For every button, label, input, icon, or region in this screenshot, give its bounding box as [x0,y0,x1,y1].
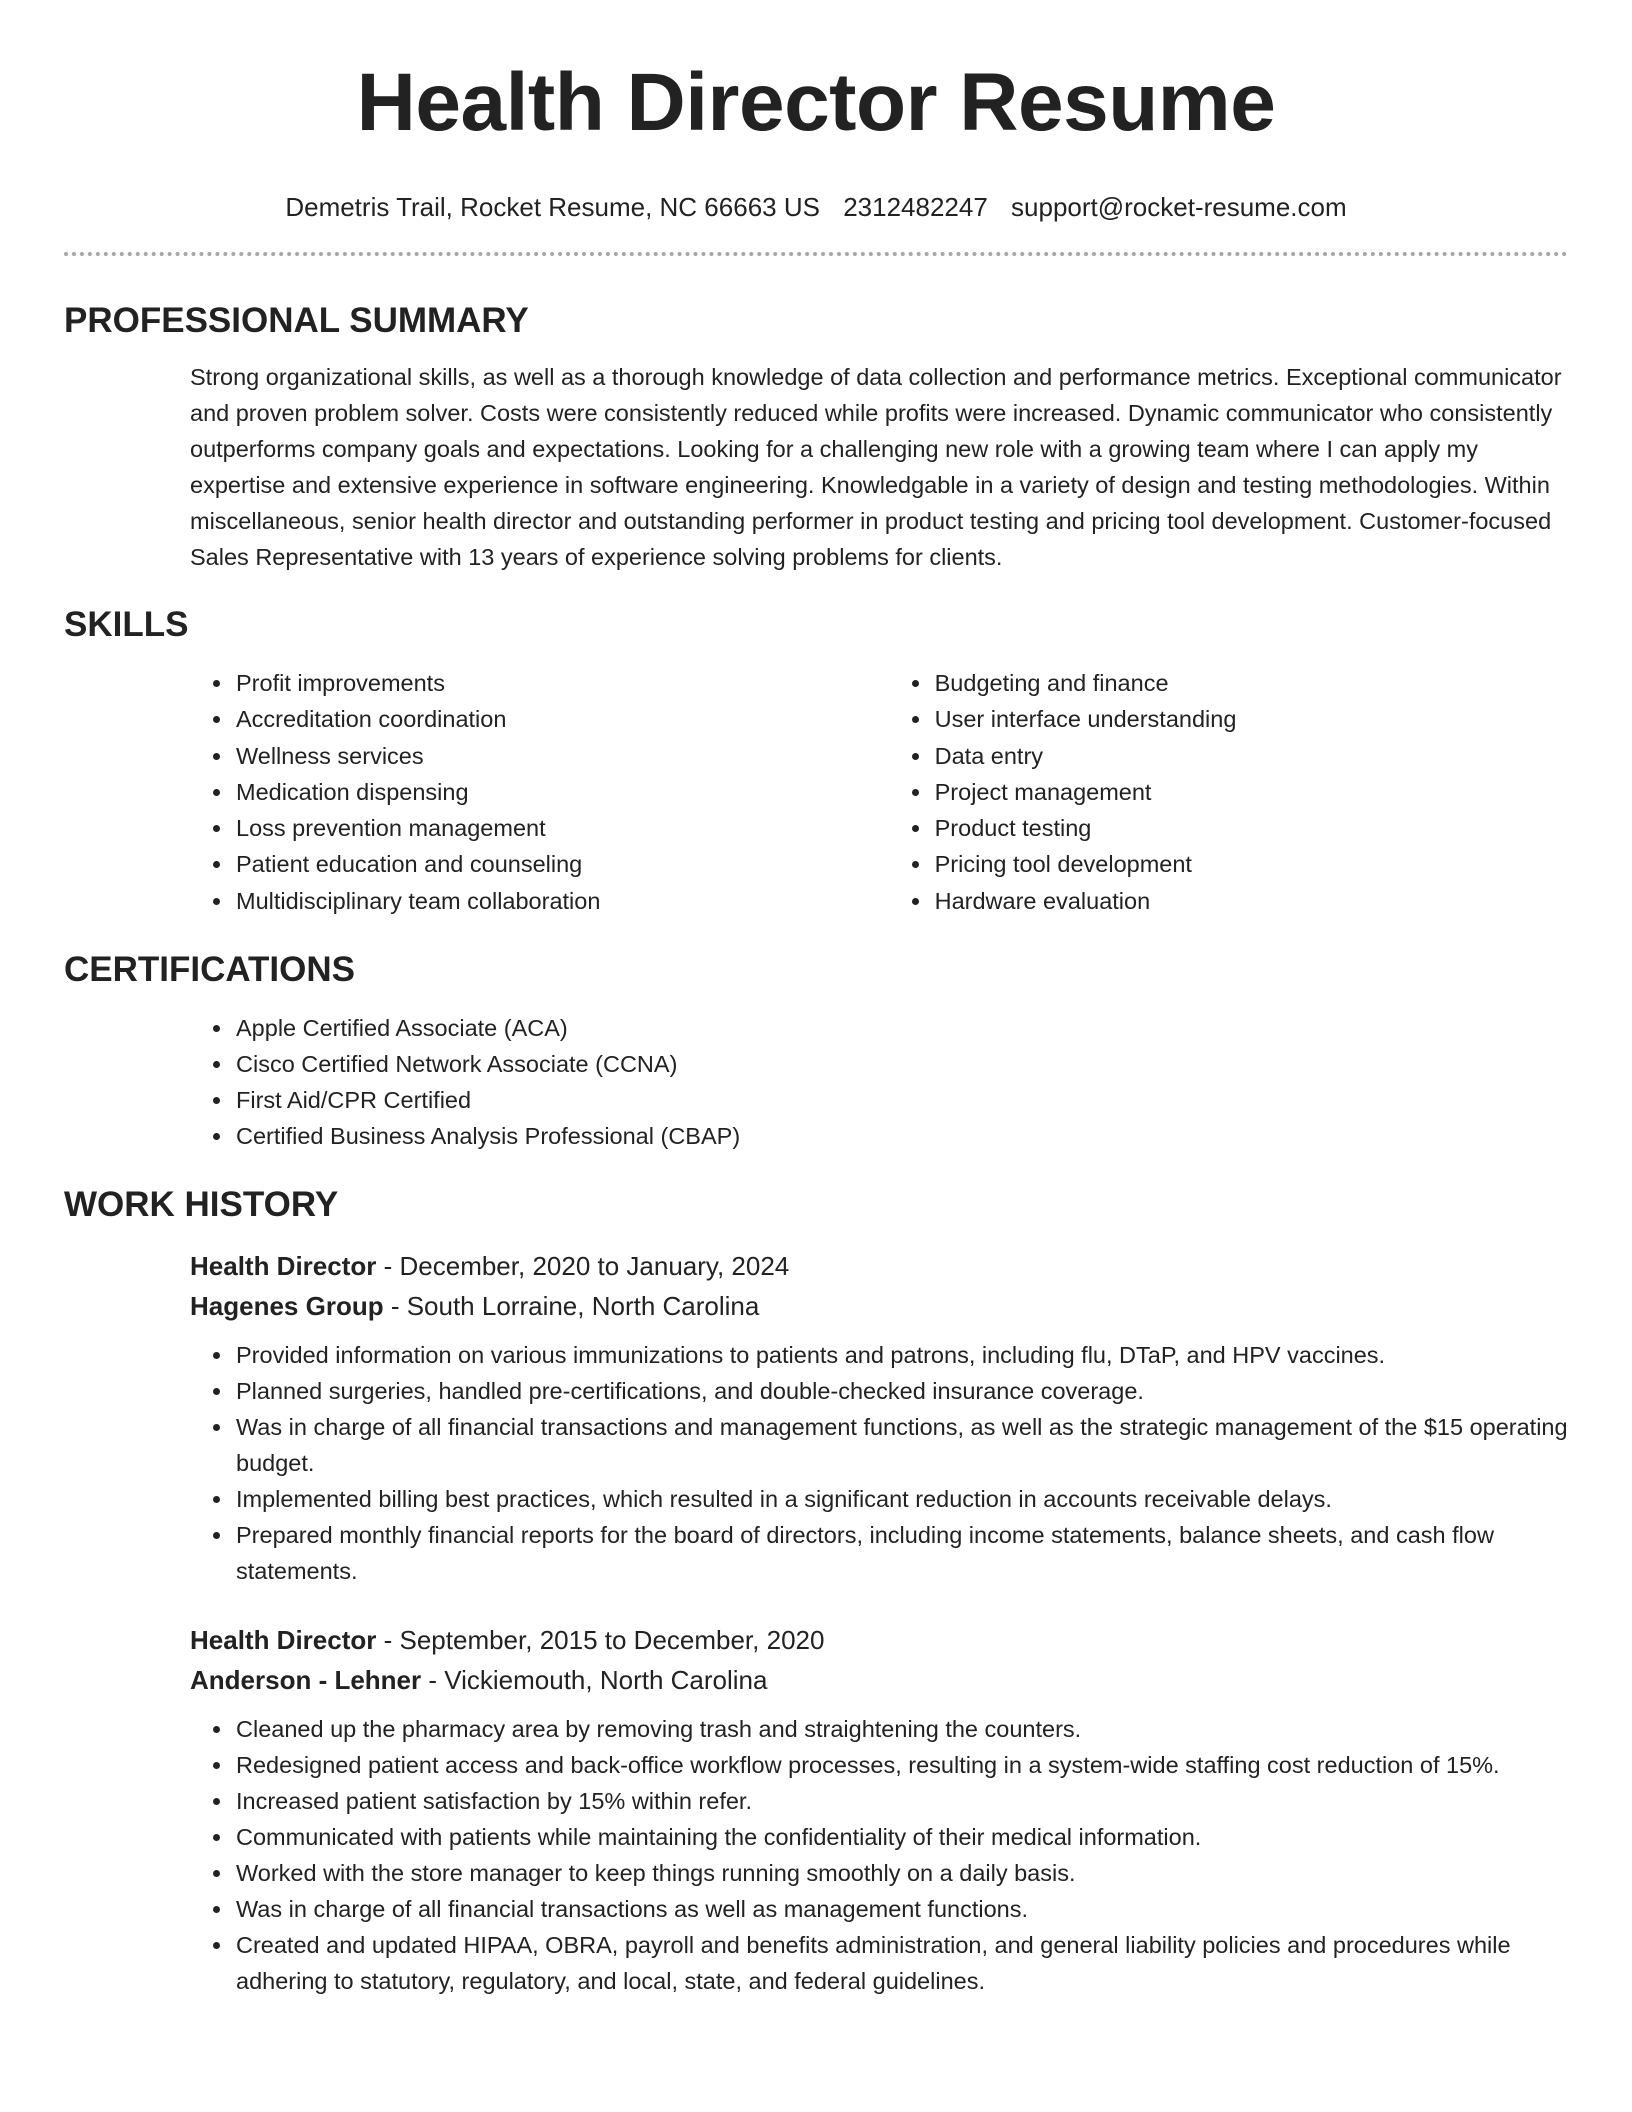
job-bullet: • Was in charge of all financial transactions and management functions, as well as the strategic management of the $15 operating budget. [234,1409,1568,1481]
skills-grid [64,665,1568,919]
job-bullet: • Redesigned patient access and back-office workflow processes, resulting in a system-wide staffing cost reduction of 15%. [234,1747,1568,1783]
job-company-line [64,1286,1568,1326]
skill-item: • Wellness services [234,738,889,774]
certification-item: • First Aid/CPR Certified [234,1082,1568,1118]
skill-item: • Product testing [933,810,1568,846]
header-divider [64,252,1568,256]
skill-item: • Accreditation coordination [234,701,889,737]
skill-item: • Budgeting and finance [933,665,1568,701]
section-heading-summary: PROFESSIONAL SUMMARY [64,301,529,340]
contact-line [64,191,1568,223]
contact-address: Demetris Trail, Rocket Resume, NC 66663 US [285,192,820,222]
job-title-line [64,1246,1568,1286]
job-bullet: • Created and updated HIPAA, OBRA, payroll and benefits administration, and general liability policies and procedures while adhering to statutory, regulatory, and local, state, and federal guidelines. [234,1927,1568,1999]
skills-list-left [190,665,889,919]
certification-item: • Apple Certified Associate (ACA) [234,1010,1568,1046]
skill-item: • Loss prevention management [234,810,889,846]
summary-text: Strong organizational skills, as well as a thorough knowledge of data collection and performance metrics. Exceptional communicator and proven problem solver. Costs were consistently reduced while profits were increased. Dynamic communicator who consistently outperforms company goals and expectations. Looking for a challenging new role with a growing team where I can apply my expertise and extensive experience in software engineering. Knowledgable in a variety of design and testing methodologies. Within miscellaneous, senior health director and outstanding performer in product testing and pricing tool development. Customer-focused Sales Representative with 13 years of experience solving problems for clients. [190,364,1562,570]
skill-item: • Profit improvements [234,665,889,701]
job-dates: - September, 2015 to December, 2020 [376,1625,825,1656]
skill-item: • Medication dispensing [234,774,889,810]
job-bullet: • Prepared monthly financial reports for the board of directors, including income statements, balance sheets, and cash flow statements. [234,1517,1568,1589]
skill-item: • Data entry [933,738,1568,774]
job-bullet-list [64,1337,1568,1589]
skill-item: • Hardware evaluation [933,883,1568,919]
certifications-list [64,1010,1568,1154]
contact-email: support@rocket-resume.com [1011,192,1347,222]
job-company: Anderson - Lehner [190,1665,422,1696]
resume-title: Health Director Resume [356,57,1276,148]
skill-item: • Multidisciplinary team collaboration [234,883,889,919]
section-heading-certifications: CERTIFICATIONS [64,950,356,990]
job-bullet: • Implemented billing best practices, which resulted in a significant reduction in accounts receivable delays. [234,1481,1568,1517]
certification-item: • Cisco Certified Network Associate (CCNA) [234,1046,1568,1082]
job-company-line [64,1660,1568,1700]
section-heading-skills: SKILLS [64,605,189,644]
skill-item: • Patient education and counseling [234,846,889,882]
job-title: Health Director [190,1625,377,1656]
job-bullet: • Provided information on various immunizations to patients and patrons, including flu, DTaP, and HPV vaccines. [234,1337,1568,1373]
job-bullet: • Increased patient satisfaction by 15% within refer. [234,1783,1568,1819]
job-dates: - December, 2020 to January, 2024 [376,1251,790,1282]
job-bullet: • Was in charge of all financial transactions as well as management functions. [234,1891,1568,1927]
job-company: Hagenes Group [190,1291,384,1322]
contact-phone: 2312482247 [843,192,988,222]
section-heading-work-history: WORK HISTORY [64,1185,339,1225]
job-title: Health Director [190,1251,377,1282]
job-bullet-list [64,1711,1568,1999]
certification-item: • Certified Business Analysis Professional (CBAP) [234,1118,1568,1154]
job-bullet: • Cleaned up the pharmacy area by removing trash and straightening the counters. [234,1711,1568,1747]
skills-list-right [889,665,1568,919]
skill-item: • User interface understanding [933,701,1568,737]
job-bullet: • Planned surgeries, handled pre-certifications, and double-checked insurance coverage. [234,1373,1568,1409]
job-location: - South Lorraine, North Carolina [383,1291,760,1322]
job-bullet: • Worked with the store manager to keep things running smoothly on a daily basis. [234,1855,1568,1891]
job-location: - Vickiemouth, North Carolina [421,1665,768,1696]
job-title-line [64,1620,1568,1660]
job-bullet: • Communicated with patients while maintaining the confidentiality of their medical information. [234,1819,1568,1855]
skill-item: • Project management [933,774,1568,810]
skill-item: • Pricing tool development [933,846,1568,882]
